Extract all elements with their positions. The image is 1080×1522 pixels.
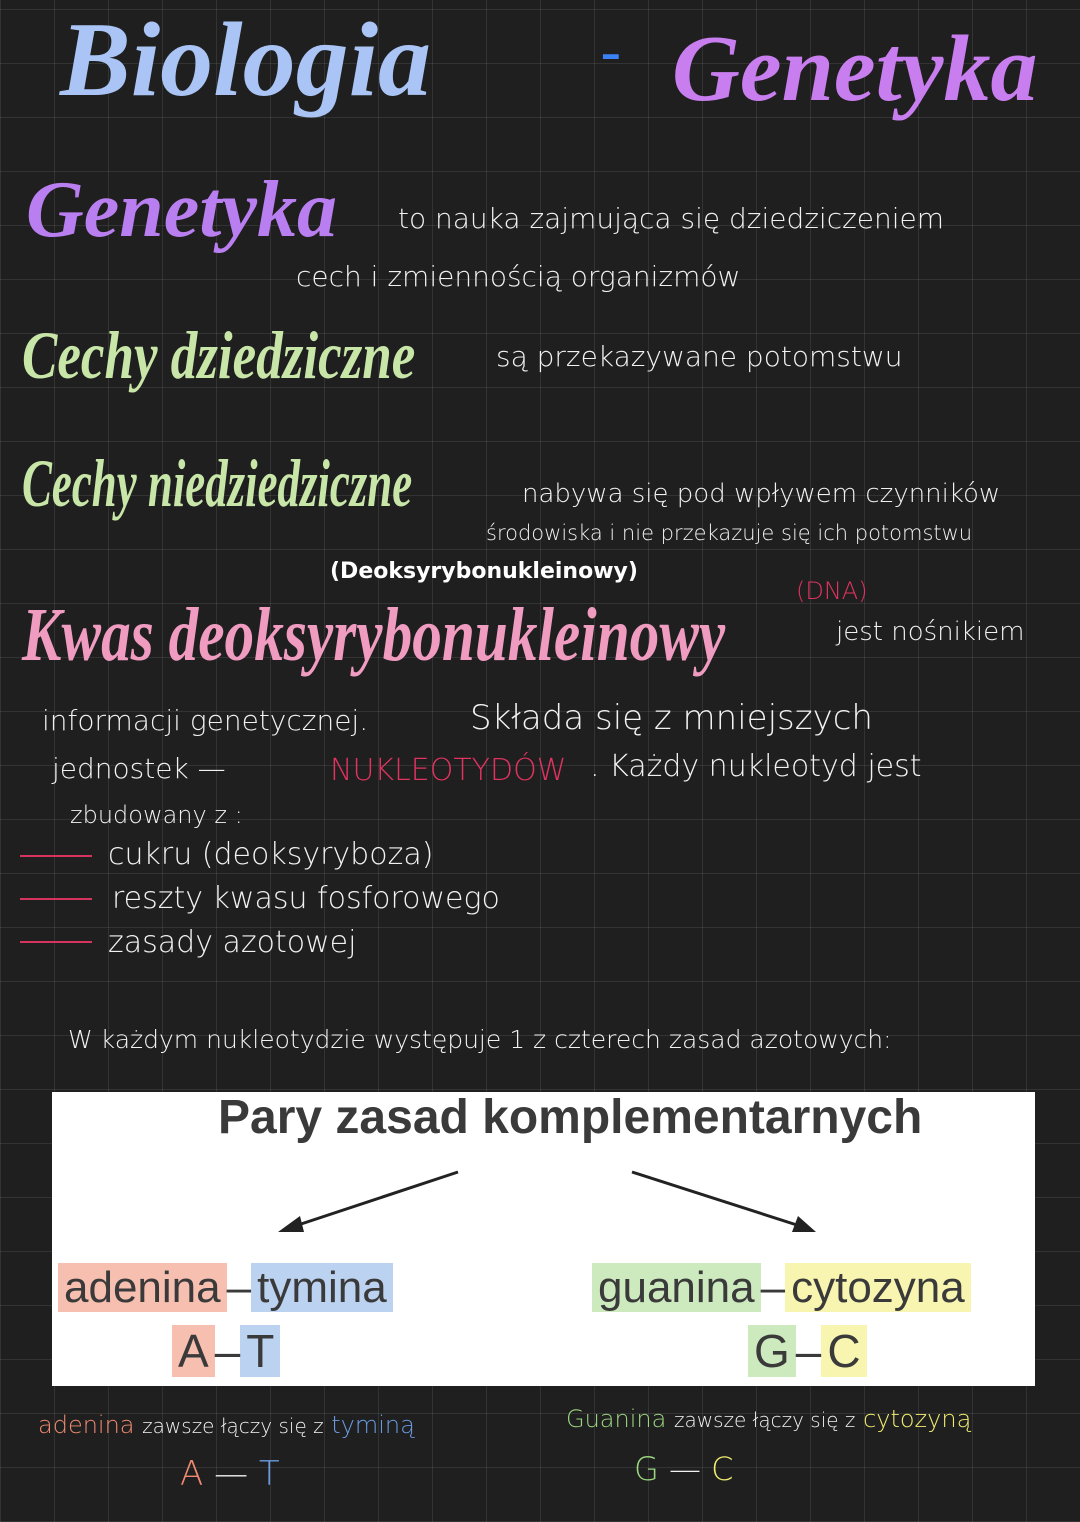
title-biologia: Biologia	[60, 1, 432, 118]
symbol-c: C	[821, 1325, 866, 1377]
rule-right	[566, 1406, 971, 1432]
nucleotides-line2a: jednostek —	[52, 752, 226, 785]
symbol-g: G	[748, 1325, 796, 1377]
pair-dash: –	[226, 1263, 252, 1312]
genetics-term: Genetyka	[26, 166, 338, 254]
symbol-t: T	[240, 1325, 280, 1377]
base-pairs-diagram	[52, 1092, 1035, 1386]
left-symbols	[172, 1326, 280, 1377]
cytosine-label: cytozyna	[785, 1263, 971, 1312]
pair-dash: –	[760, 1263, 786, 1312]
right-symbols	[748, 1326, 867, 1377]
list-dash	[20, 941, 92, 943]
list-item: zasady azotowej	[108, 925, 357, 960]
bases-intro: W każdym nukleotydzie występuje 1 z czterech zasad azotowych:	[68, 1025, 892, 1054]
rule-thymine: tyminą	[331, 1411, 415, 1439]
list-item: reszty kwasu fosforowego	[112, 881, 500, 916]
diagram-title: Pary zasad komplementarnych	[218, 1091, 923, 1144]
list-item: cukru (deoksyryboza)	[108, 837, 434, 872]
rule-left-symbols	[180, 1456, 280, 1493]
nucleotides-line1a: informacji genetycznej.	[42, 704, 369, 737]
rule-right-symbols	[634, 1452, 733, 1487]
genetics-def-line2: cech i zmiennością organizmów	[296, 260, 741, 293]
symbol-dash: —	[214, 1454, 249, 1494]
nucleotides-line3: zbudowany z :	[70, 801, 243, 829]
list-dash	[20, 855, 92, 857]
list-dash	[20, 898, 92, 900]
rule-adenine: adenina	[38, 1411, 135, 1439]
rule-cytosine: cytozyną	[863, 1405, 972, 1433]
dna-term: Kwas deoksyrybonukleinowy	[22, 593, 726, 677]
right-pair	[592, 1264, 971, 1312]
symbol-g: G	[634, 1450, 659, 1488]
hereditary-text: są przekazywane potomstwu	[496, 340, 903, 373]
rule-left	[38, 1412, 415, 1438]
thymine-label: tymina	[251, 1263, 393, 1312]
adenine-label: adenina	[58, 1263, 227, 1312]
nonhereditary-line1: nabywa się pod wpływem czynników	[522, 479, 1001, 509]
rule-text: zawsze łączy się z	[673, 1408, 856, 1432]
rule-guanine: Guanina	[566, 1405, 667, 1433]
nucleotides-line2c: . Każdy nukleotyd jest	[590, 749, 922, 784]
dna-note: (Deoksyrybonukleinowy)	[330, 559, 638, 584]
rule-text: zawsze łączy się z	[142, 1414, 324, 1438]
symbol-a: A	[172, 1325, 215, 1377]
nucleotides-line1b: Składa się z mniejszych	[470, 698, 873, 738]
dna-abbr: (DNA)	[796, 577, 868, 605]
symbol-c: C	[711, 1450, 734, 1488]
pair-dash: –	[795, 1325, 822, 1377]
symbol-t: T	[258, 1454, 280, 1494]
hereditary-term: Cechy dziedziczne	[22, 317, 416, 393]
nonhereditary-term: Cechy niedziedziczne	[22, 445, 413, 521]
guanine-label: guanina	[592, 1263, 761, 1312]
nucleotides-keyword: NUKLEOTYDÓW	[330, 753, 567, 788]
left-pair	[58, 1264, 393, 1312]
title-genetyka: Genetyka	[672, 17, 1038, 121]
nonhereditary-line2: środowiska i nie przekazuje się ich potomstwu	[486, 521, 973, 545]
genetics-def-line1: to nauka zajmująca się dziedziczeniem	[398, 202, 945, 235]
symbol-dash: —	[668, 1450, 701, 1488]
pair-dash: –	[214, 1325, 241, 1377]
symbol-a: A	[180, 1454, 204, 1494]
title-separator: -	[600, 18, 622, 88]
dna-text: jest nośnikiem	[836, 617, 1025, 647]
